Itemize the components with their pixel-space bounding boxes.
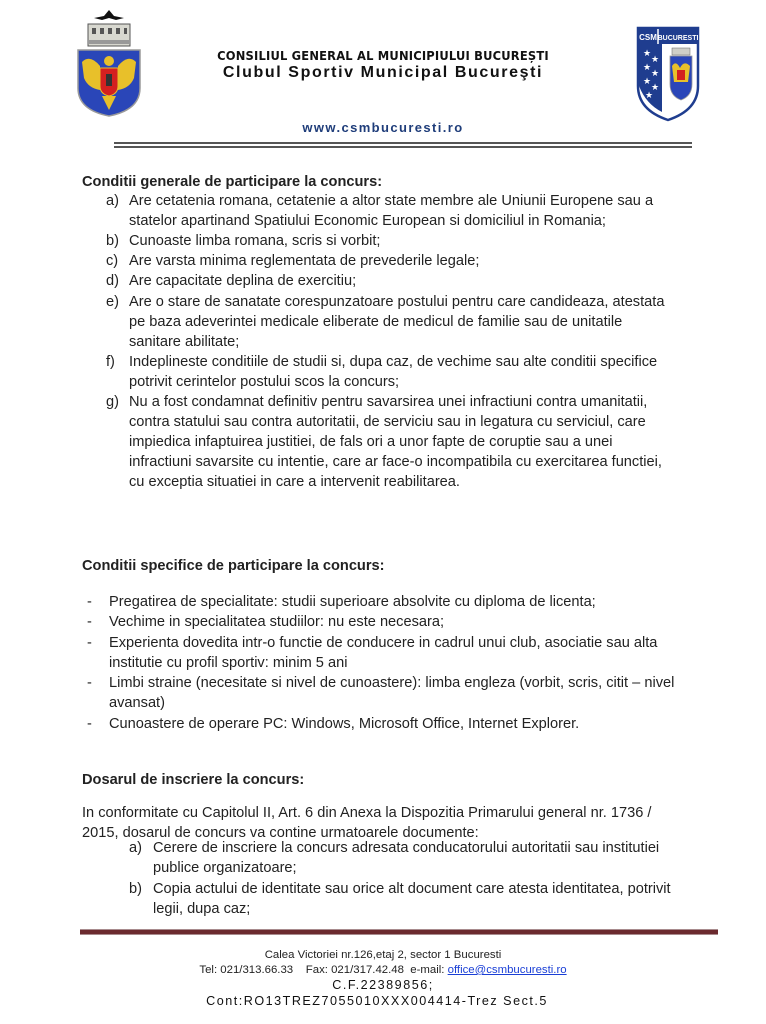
svg-text:★: ★ [651,69,660,79]
list-marker: c) [106,253,119,270]
list-item-line: Limbi straine (necesitate si nivel de cunoastere): limba engleza (vorbit, scris, citit – nivel [109,675,675,692]
specific-condition-item [87,613,720,633]
specific-condition-item [87,715,720,735]
list-item-line: Vechime in specialitatea studiilor: nu este necesara; [109,614,445,631]
footer-contact [0,964,766,976]
list-item-line: legii, dupa caz; [153,900,251,917]
list-marker: - [87,594,92,610]
application-file-heading: Dosarul de inscriere la concurs: [82,772,305,788]
list-item-line: Are varsta minima reglementata de prevederile legale; [129,253,480,270]
general-condition-item [106,293,710,353]
svg-text:★: ★ [643,49,652,59]
list-marker: a) [106,193,119,209]
svg-text:★: ★ [643,63,652,73]
shield-label-csm: CSM [639,33,657,42]
general-condition-item [106,272,710,292]
svg-text:★: ★ [643,77,652,87]
specific-condition-item [87,634,720,675]
general-condition-item [106,393,710,494]
shield-label-bucuresti: BUCURESTI [657,35,699,42]
list-marker: - [87,614,92,631]
application-document-item [129,839,720,880]
specific-conditions-heading: Conditii specifice de participare la concurs: [82,558,385,574]
list-marker: f) [106,353,115,370]
list-item-line: Are o stare de sanatate corespunzatoare postului pentru care candideaza, atestata [129,293,665,310]
list-item-line: infractiuni savarsite cu intentie, care ar face-o incompatibila cu exercitarea functiei, [129,454,662,471]
svg-text:★: ★ [651,55,660,65]
list-item-line: Indeplineste conditiile de studii si, dupa caz, de vechime sau alte conditii specifice [129,353,658,370]
csm-shield-logo [636,26,700,122]
list-item-line: Are capacitate deplina de exercitiu; [129,273,357,290]
list-item-line: sanitare abilitate; [129,333,240,350]
footer-address: Calea Victoriei nr.126,etaj 2, sector 1 Bucuresti [264,949,502,961]
general-condition-item [106,252,710,272]
list-marker: - [87,675,92,692]
list-item-line: Nu a fost condamnat definitiv pentru savarsirea unei infractiuni contra umanitatii, [129,394,648,410]
council-name-heading: CONSILIUL GENERAL AL MUNICIPIULUI BUCUREȘTI [217,48,549,63]
intro-line: 2015, dosarul de concurs va contine urmatoarele documente: [82,824,479,841]
intro-line: In conformitate cu Capitolul II, Art. 6 din Anexa la Dispozitia Primarului general nr. 1736 / [82,805,652,821]
list-item-line: Pregatirea de specialitate: studii superioare absolvite cu diploma de licenta; [109,594,596,610]
list-marker: b) [129,880,142,897]
footer-email-link[interactable]: office@csmbucuresti.ro [447,964,567,976]
footer-bank-account: Cont:RO13TREZ7055010XXX004414-Trez Sect.5 [206,994,548,1008]
list-item-line: cu exceptia situatiei in care a intervenit reabilitarea. [129,474,460,491]
list-marker: - [87,715,92,732]
general-conditions-heading: Conditii generale de participare la concurs: [82,174,383,190]
application-file-intro [82,804,651,843]
list-item-line: Cunoaste limba romana, scris si vorbit; [129,233,381,250]
list-item-line: institutie cu profil sportiv: minim 5 ani [109,654,348,671]
list-marker: e) [106,293,119,310]
list-item-line: Cerere de inscriere la concurs adresata conducatorului autoritatii sau institutiei [153,840,660,856]
footer-contact-phone-fax: Tel: 021/313.66.33 Fax: 021/317.42.48 e-mail: [199,964,448,976]
list-marker: - [87,634,92,651]
club-name-heading: Clubul Sportiv Municipal Bucureşti [222,64,544,81]
list-item-line: Are cetatenia romana, cetatenie a altor state membre ale Uniunii Europene sau a [129,193,654,209]
list-item-line: contra statului sau contra autoritatii, de serviciu sau in legatura cu serviciul, care [129,414,646,431]
list-marker: b) [106,233,119,250]
list-marker: g) [106,394,119,410]
list-item-line: Copia actului de identitate sau orice alt document care atesta identitatea, potrivit [153,880,671,897]
list-item-line: pe baza adeverintei medicale eliberate de medicul de familie sau de unitatile [129,313,623,330]
list-item-line: potrivit cerintelor postului scos la concurs; [129,373,400,390]
specific-condition-item [87,593,720,613]
list-item-line: avansat) [109,695,165,712]
svg-text:★: ★ [645,91,654,101]
list-item-line: impiedica infaptuirea justitiei, de fals ori a unor fapte de coruptie sau a unei [129,434,613,451]
list-item-line: statelor apartinand Spatiului Economic European si domiciliul in Romania; [129,213,606,230]
footer-divider [80,929,718,935]
list-item-line: publice organizatoare; [153,860,297,877]
general-condition-item [106,353,710,393]
website-address: www.csmbucuresti.ro [302,120,464,135]
general-condition-item [106,192,710,232]
header-divider [114,142,692,148]
list-item-line: Experienta dovedita intr-o functie de conducere in cadrul unui club, asociatie sau alta [109,634,658,651]
footer-fiscal-code: C.F.22389856; [332,978,434,992]
list-item-line: Cunoastere de operare PC: Windows, Microsoft Office, Internet Explorer. [109,715,580,732]
list-marker: a) [129,840,142,856]
list-marker: d) [106,273,119,290]
svg-text:★: ★ [651,83,660,93]
application-document-item [129,880,720,921]
general-condition-item [106,232,710,252]
specific-condition-item [87,674,720,715]
